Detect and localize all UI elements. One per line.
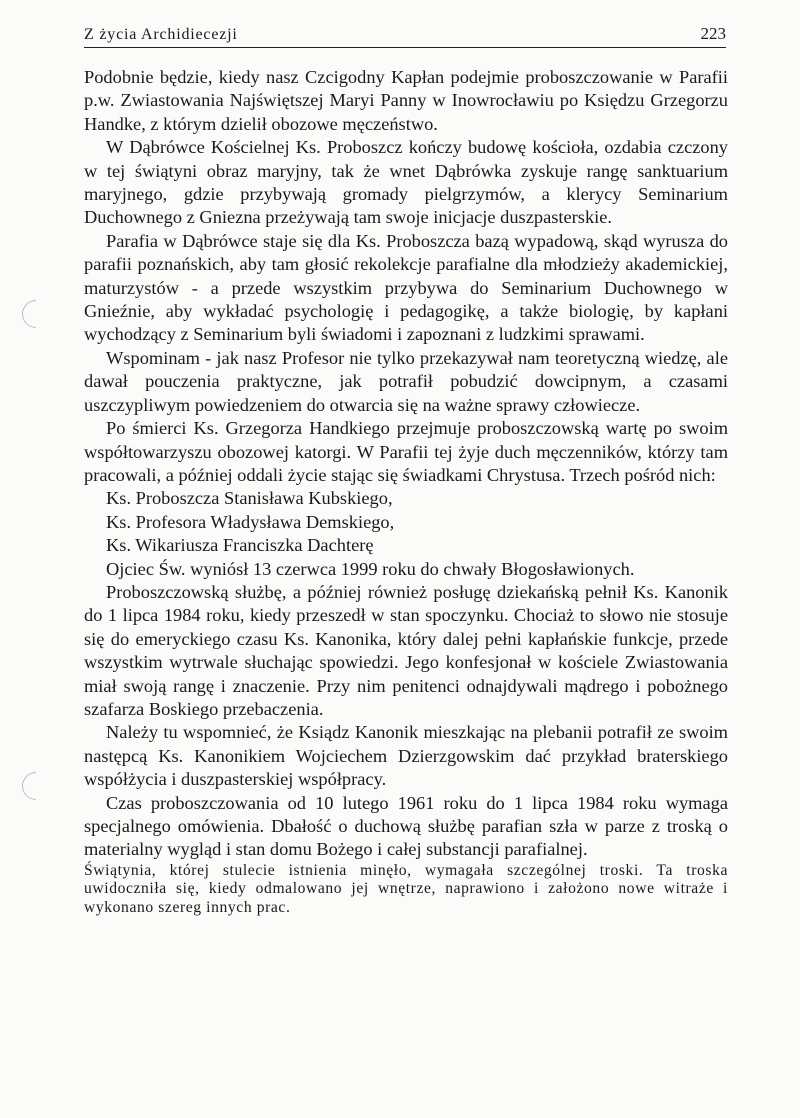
paragraph: Należy tu wspomnieć, że Ksiądz Kanonik mieszkając na plebanii potrafił ze swoim następcą Ks. Kanonikiem Wojciechem Dzierzgowskim dać przykład braterskiego współżycia i duszpasterskiej współpracy. [84, 722, 728, 790]
paragraph: Po śmierci Ks. Grzegorza Handkiego przejmuje proboszczowską wartę po swoim współtowarzyszu obozowej katorgi. W Parafii tej żyje duch męczenników, którzy tam pracowali, a później oddali życie stając się świadkami Chrystusa. Trzech pośród nich: [84, 418, 728, 485]
running-header [84, 24, 726, 48]
martyr-list-item: Ks. Profesora Władysława Demskiego, [106, 511, 395, 532]
body-text [84, 66, 728, 918]
martyr-list-item: Ks. Proboszcza Stanisława Kubskiego, [106, 488, 393, 509]
paragraph: Wspominam - jak nasz Profesor nie tylko przekazywał nam teoretyczną wiedzę, ale dawał pouczenia praktyczne, jak potrafił pobudzić dowcipnym, a czasami uszczypliwym powiedzeniem do otwarcia się na ważne sprawy człowiecze. [84, 347, 728, 415]
paragraph: W Dąbrówce Kościelnej Ks. Proboszcz kończy budowę kościoła, ozdabia czczony w tej świątyni obraz maryjny, tak że wnet Dąbrówka zyskuje rangę sanktuarium maryjnego, gdzie przybywają gromady pielgrzymów, a klerycy Seminarium Duchownego z Gniezna przeżywają tam swoje inicjacje duszpasterskie. [84, 137, 728, 228]
page-number: 223 [700, 24, 726, 43]
paragraph: Ojciec Św. wyniósł 13 czerwca 1999 roku do chwały Błogosławionych. [106, 558, 635, 579]
paragraph: Parafia w Dąbrówce staje się dla Ks. Proboszcza bazą wypadową, skąd wyrusza do parafii poznańskich, aby tam głosić rekolekcje parafialne dla młodzieży akademickiej, maturzystów - a przede wszystkim przybywa do Seminarium Duchownego w Gnieźnie, aby wykładać psychologię i pedagogikę, a także biologię, by kapłani wychodzący z Seminarium byli świadomi i zapoznani z ludzkimi sprawami. [84, 230, 728, 345]
paragraph: Świątynia, której stulecie istnienia minęło, wymagała szczególnej troski. Ta troska uwidoczniła się, kiedy odmalowano jej wnętrze, naprawiono i założono nowe witraże i wykonano szereg innych prac. [84, 861, 728, 916]
punch-hole-mark [16, 294, 56, 334]
section-title: Z życia Archidiecezji [84, 26, 238, 43]
punch-hole-mark [16, 766, 56, 806]
paragraph: Proboszczowską służbę, a później również posługę dziekańską pełnił Ks. Kanonik do 1 lipca 1984 roku, kiedy przeszedł w stan spoczynku. Chociaż to słowo nie stosuje się do emeryckiego czasu Ks. Kanonika, który dalej pełni kapłańskie funkcje, przede wszystkim wytrwale słuchając spowiedzi. Jego konfesjonał w kościele Zwiastowania miał swoją rangę i znaczenie. Przy nim penitenci odnajdywali mądrego i pobożnego szafarza Boskiego przebaczenia. [84, 581, 728, 719]
paragraph: Podobnie będzie, kiedy nasz Czcigodny Kapłan podejmie proboszczowanie w Parafii p.w. Zwiastowania Najświętszej Maryi Panny w Inowrocławiu po Księdzu Grzegorzu Handke, z którym dzielił obozowe męczeństwo. [84, 67, 728, 134]
martyr-list-item: Ks. Wikariusza Franciszka Dachterę [106, 535, 374, 556]
paragraph: Czas proboszczowania od 10 lutego 1961 roku do 1 lipca 1984 roku wymaga specjalnego omówienia. Dbałość o duchową służbę parafian szła w parze z troską o materialny wygląd i stan domu Bożego i całej substancji parafialnej. [84, 792, 728, 860]
